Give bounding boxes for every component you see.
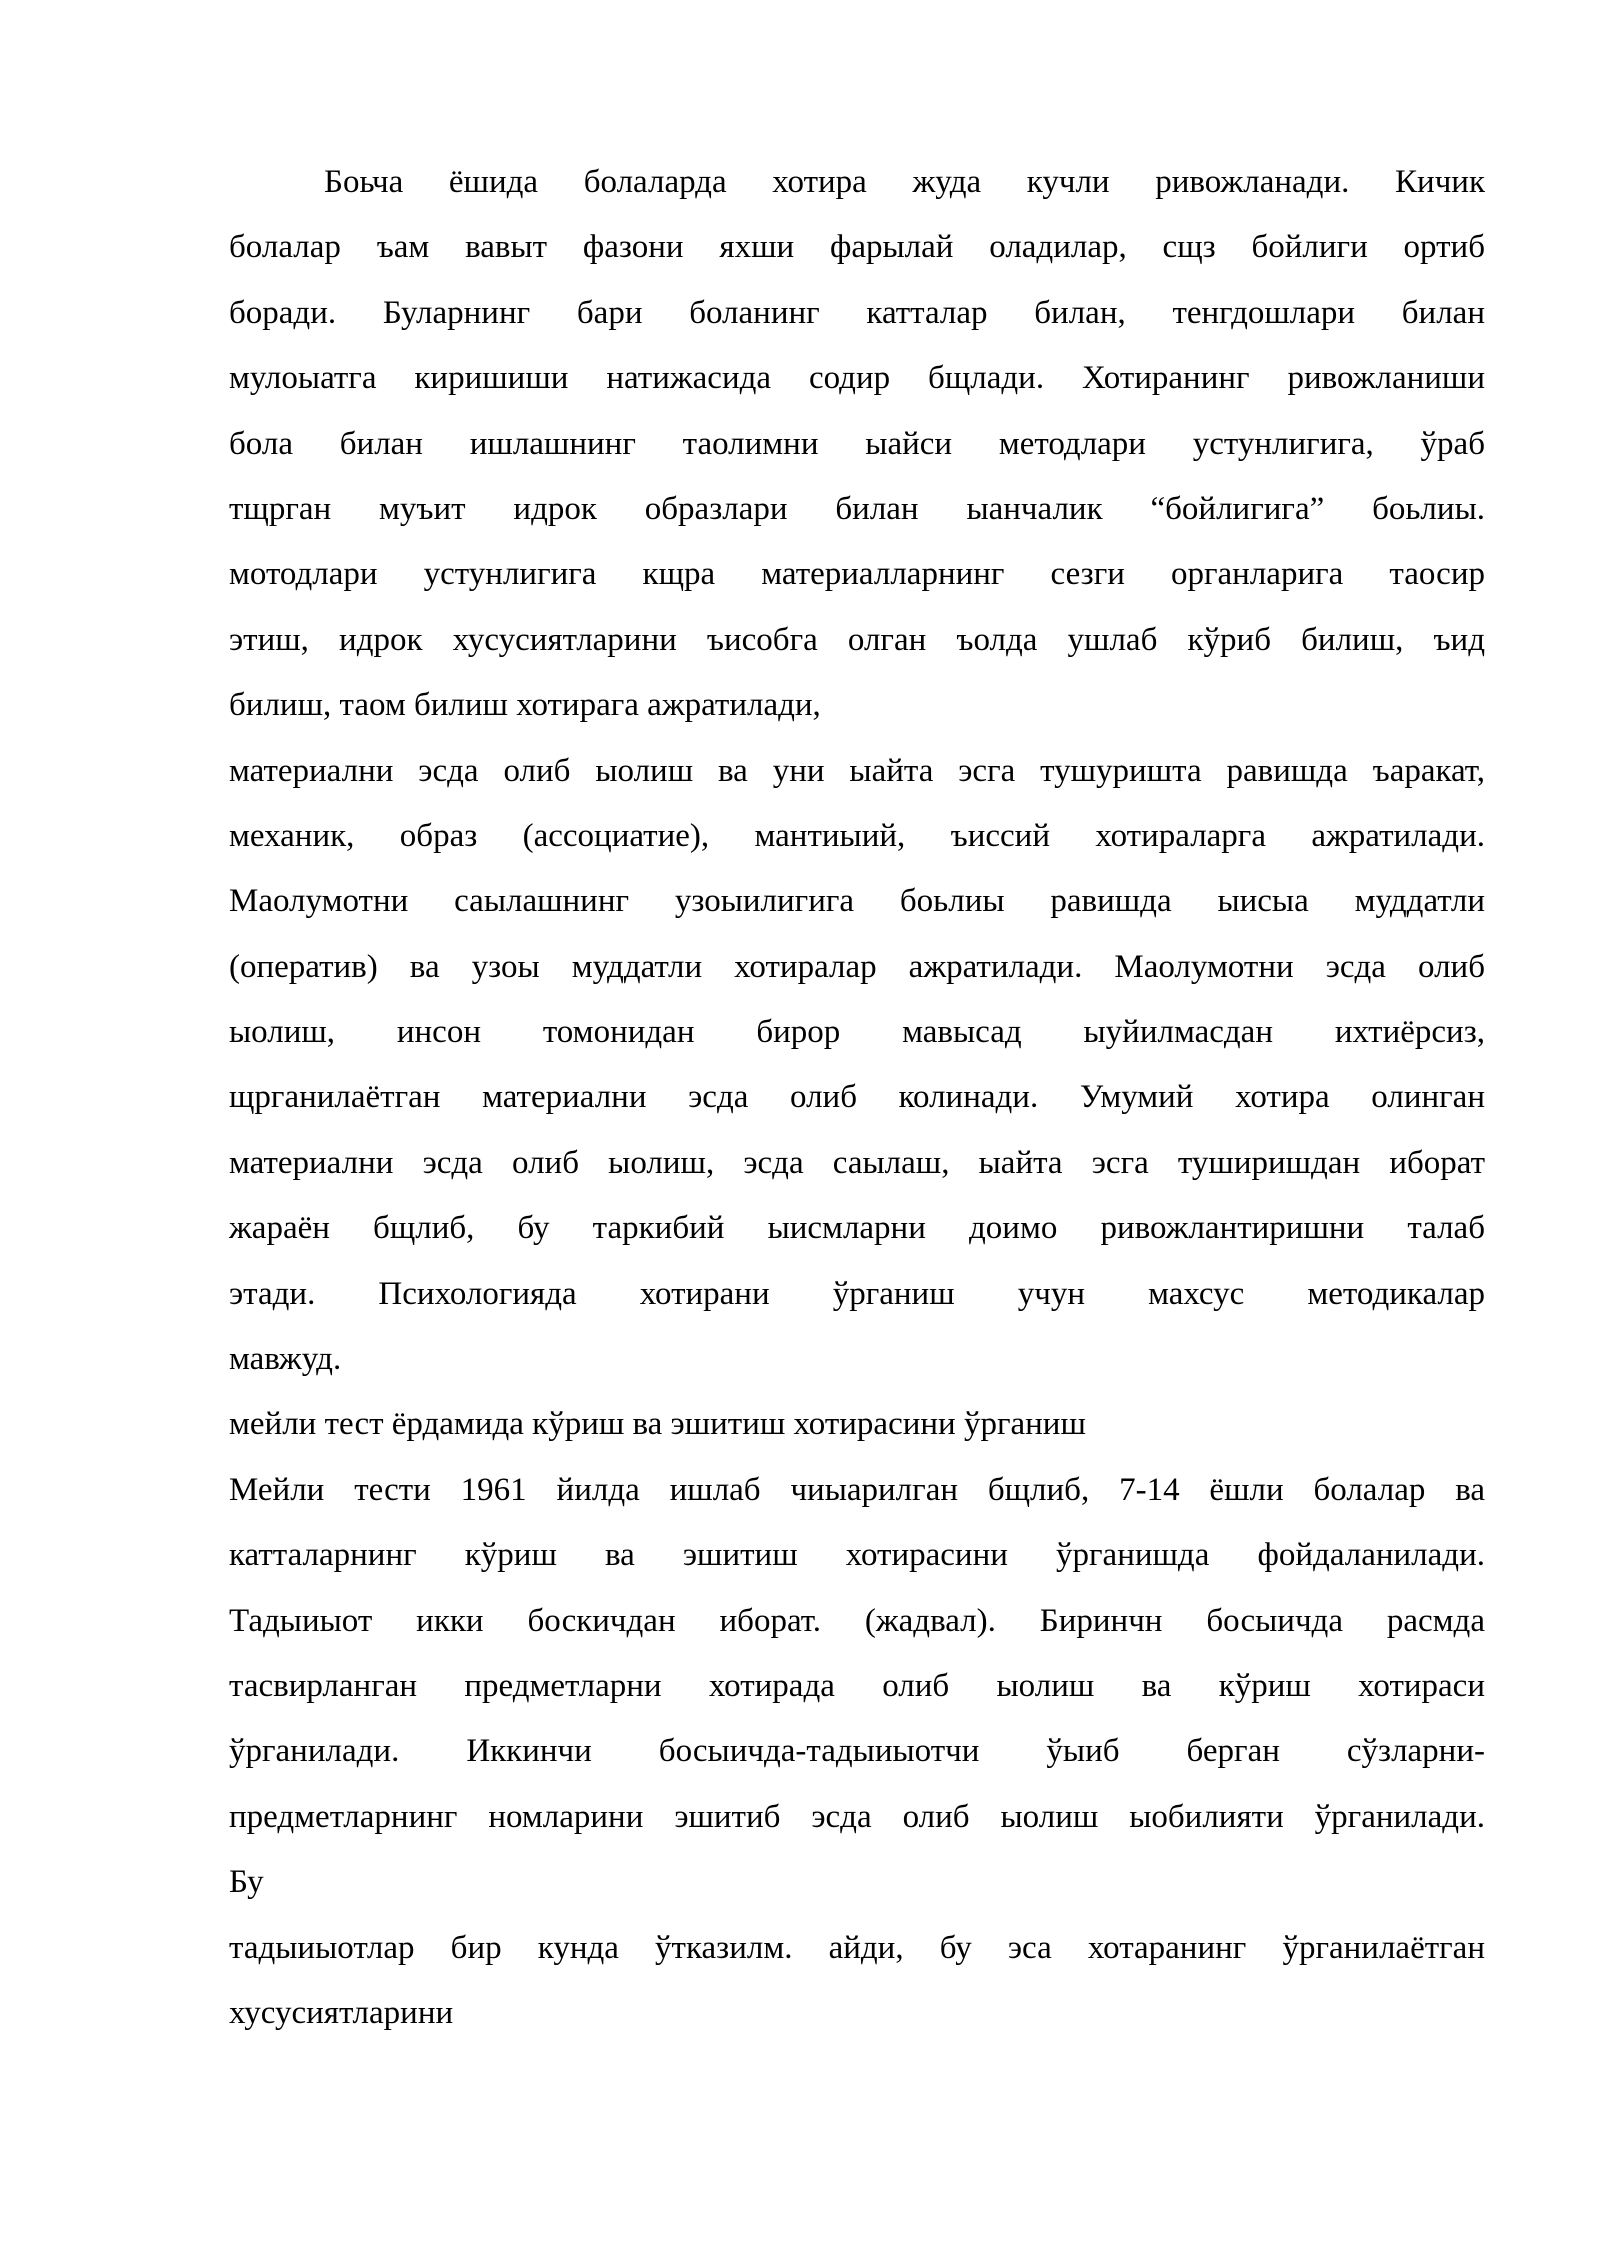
text-line-27: Бу xyxy=(229,1864,264,1901)
text-line-07: мотодлари устунлигига кщра материалларнинг сезги органларига таосир xyxy=(229,556,1485,593)
text-line-02: болалар ъам вавыт фазони яхши фарылай оладилар, сщз бойлиги ортиб xyxy=(229,229,1485,266)
text-line-05: бола билан ишлашнинг таолимни ыайси методлари устунлигига, ўраб xyxy=(229,425,1485,462)
text-line-24: тасвирланган предметларни хотирада олиб ыолиш ва кўриш хотираси xyxy=(229,1667,1485,1704)
text-line-20: мейли тест ёрдамида кўриш ва эшитиш хотирасини ўрганиш xyxy=(229,1406,1086,1443)
text-line-22: катталарнинг кўриш ва эшитиш хотирасини ўрганишда фойдаланилади. xyxy=(229,1537,1485,1574)
text-line-14: ыолиш, инсон томонидан бирор мавысад ыуйилмасдан ихтиёрсиз, xyxy=(229,1014,1485,1051)
text-line-28: тадыиыотлар бир кунда ўтказилм. айди, бу эса хотаранинг ўрганилаётган xyxy=(229,1929,1485,1966)
text-line-06: тщрган муъит идрок образлари билан ыанчалик “бойлигига” боьлиы. xyxy=(229,490,1485,527)
text-line-23: Тадыиыот икки боскичдан иборат. (жадвал). Биринчн босыичда расмда xyxy=(229,1602,1485,1639)
text-line-12: Маолумотни саылашнинг узоыилигига боьлиы равишда ыисыа муддатли xyxy=(229,883,1485,920)
text-line-21: Мейли тести 1961 йилда ишлаб чиыарилган бщлиб, 7-14 ёшли болалар ва xyxy=(229,1471,1485,1508)
text-line-19: мавжуд. xyxy=(229,1341,342,1378)
text-line-17: жараён бщлиб, бу таркибий ыисмларни доимо ривожлантиришни талаб xyxy=(229,1210,1485,1247)
text-line-15: щрганилаётган материални эсда олиб колинади. Умумий хотира олинган xyxy=(229,1079,1485,1116)
body-text xyxy=(229,150,1485,2046)
text-line-13: (оператив) ва узоы муддатли хотиралар ажратилади. Маолумотни эсда олиб xyxy=(229,948,1485,985)
text-line-29: хусусиятларини xyxy=(229,1994,454,2031)
text-line-03: боради. Буларнинг бари боланинг катталар билан, тенгдошлари билан xyxy=(229,294,1485,331)
text-line-08: этиш, идрок хусусиятларини ъисобга олган ъолда ушлаб кўриб билиш, ъид xyxy=(229,621,1485,658)
text-line-26: предметларнинг номларини эшитиб эсда олиб ыолиш ыобилияти ўрганилади. xyxy=(229,1798,1485,1835)
text-line-04: мулоыатга киришиши натижасида содир бщлади. Хотиранинг ривожланиши xyxy=(229,360,1485,397)
text-line-18: этади. Психологияда хотирани ўрганиш учун махсус методикалар xyxy=(229,1275,1485,1312)
text-line-10: материални эсда олиб ыолиш ва уни ыайта эсга тушуришта равишда ъаракат, xyxy=(229,752,1485,789)
text-line-16: материални эсда олиб ыолиш, эсда саылаш, ыайта эсга туширишдан иборат xyxy=(229,1144,1485,1181)
text-line-01: Боьча ёшида болаларда хотира жуда кучли ривожланади. Кичик xyxy=(324,164,1485,200)
text-line-09: билиш, таом билиш хотирага ажратилади, xyxy=(229,687,821,724)
text-line-25: ўрганилади. Иккинчи босыичда-тадыиыотчи ўыиб берган сўзларни- xyxy=(229,1733,1485,1770)
text-line-11: механик, образ (ассоциатие), мантиыий, ъиссий хотираларга ажратилади. xyxy=(229,817,1485,854)
